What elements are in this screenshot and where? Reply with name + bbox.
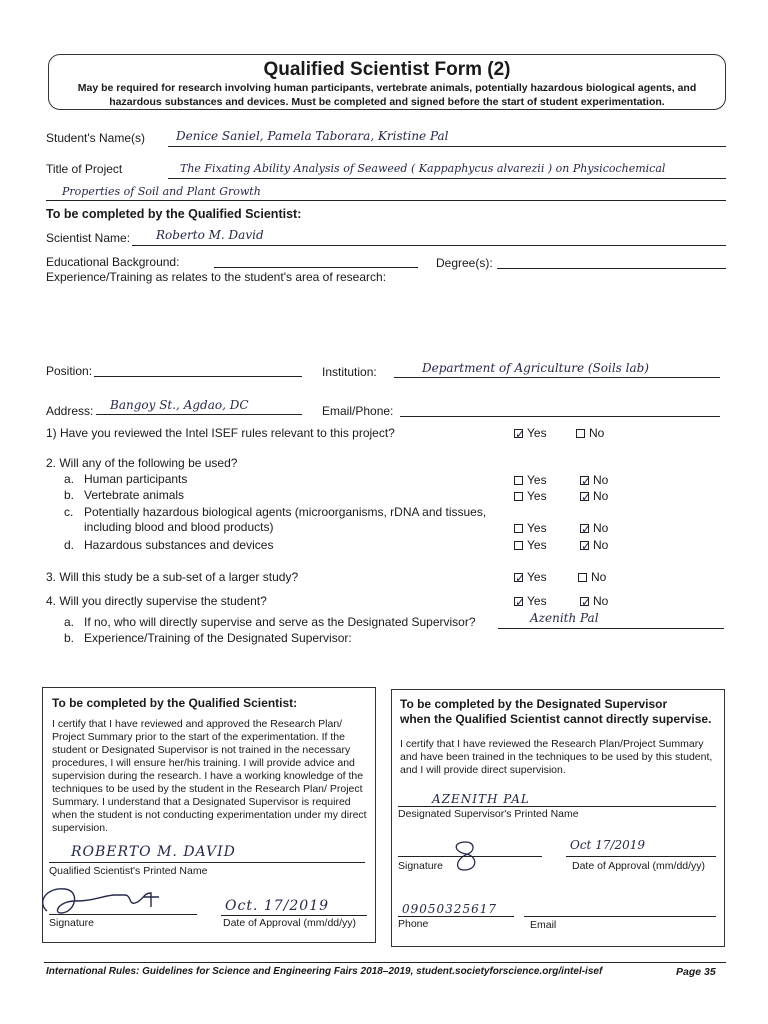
question-3-no-checkbox[interactable]	[578, 573, 587, 582]
qualified-scientist-signature-line	[49, 914, 197, 915]
page-number: Page 35	[676, 966, 716, 978]
question-2b-text: Vertebrate animals	[84, 488, 185, 502]
designated-supervisor-signature-label: Signature	[398, 860, 443, 872]
project-title-value-line1[interactable]: The Fixating Ability Analysis of Seaweed ( Kappaphycus alvarezii ) on Physicochemical	[180, 162, 666, 175]
question-2a-no[interactable]: ✓ No	[581, 473, 609, 489]
right-box-heading-line2: when the Qualified Scientist cannot directly supervise.	[400, 712, 712, 726]
form-subtitle-line1: May be required for research involving human participants, vertebrate animals, potentially hazardous biological agents, and	[77, 82, 697, 94]
designated-supervisor-phone-value[interactable]: 09050325617	[402, 902, 497, 916]
address-line	[96, 414, 302, 415]
question-2b-no[interactable]: ✓ No	[581, 489, 609, 505]
form-title: Qualified Scientist Form (2)	[263, 59, 511, 80]
experience-training-label: Experience/Training as relates to the student's area of research:	[46, 270, 387, 284]
question-2c-no-checkbox[interactable]: ✓	[581, 522, 592, 537]
question-3-text: 3. Will this study be a sub-set of a larger study?	[46, 570, 299, 584]
designated-supervisor-printed-name-value[interactable]: AZENITH PAL	[432, 792, 530, 806]
question-4b-letter: b.	[64, 631, 75, 645]
project-title-line2	[46, 200, 726, 201]
question-2c-text-line2: including blood and blood products)	[84, 520, 274, 534]
designated-supervisor-certification-box	[391, 689, 725, 947]
question-2a-yes-checkbox[interactable]	[514, 476, 523, 485]
address-value[interactable]: Bangoy St., Agdao, DC	[110, 398, 249, 412]
question-1-no-checkbox[interactable]	[576, 429, 585, 438]
designated-supervisor-date-value[interactable]: Oct 17/2019	[570, 838, 646, 852]
designated-supervisor-phone-label: Phone	[398, 918, 429, 930]
footer-rule	[44, 962, 726, 963]
question-2d-text: Hazardous substances and devices	[84, 538, 274, 552]
question-2a-yes[interactable]: Yes	[514, 473, 547, 487]
question-2b-yes[interactable]: Yes	[514, 489, 547, 503]
degrees-label: Degree(s):	[436, 256, 493, 270]
project-title-label: Title of Project	[46, 162, 123, 176]
project-title-line1	[168, 178, 726, 179]
degrees-line	[497, 268, 726, 269]
question-3-yes-checkbox[interactable]: ✓	[515, 571, 526, 586]
institution-value[interactable]: Department of Agriculture (Soils lab)	[422, 361, 649, 375]
scientist-name-value[interactable]: Roberto M. David	[156, 228, 264, 242]
question-1-text: 1) Have you reviewed the Intel ISEF rules relevant to this project?	[46, 426, 395, 440]
question-2c-no[interactable]: ✓ No	[581, 521, 609, 537]
question-1-yes-checkbox[interactable]: ✓	[515, 427, 526, 442]
question-4b-text: Experience/Training of the Designated Supervisor:	[84, 631, 352, 645]
student-names-value[interactable]: Denice Saniel, Pamela Taborara, Kristine Pal	[176, 129, 449, 143]
qualified-scientist-printed-name-line	[49, 862, 365, 863]
designated-supervisor-email-line	[524, 916, 716, 917]
question-1-no[interactable]: No	[576, 426, 604, 440]
question-2d-yes[interactable]: Yes	[514, 538, 547, 552]
question-1-yes[interactable]: ✓ Yes	[515, 426, 547, 442]
question-4a-text: If no, who will directly supervise and serve as the Designated Supervisor?	[84, 615, 476, 629]
qualified-scientist-date-value[interactable]: Oct. 17/2019	[225, 898, 330, 914]
question-4-text: 4. Will you directly supervise the student?	[46, 594, 267, 608]
question-2b-letter: b.	[64, 488, 75, 502]
question-2d-letter: d.	[64, 538, 75, 552]
designated-supervisor-date-label: Date of Approval (mm/dd/yy)	[572, 860, 706, 872]
right-box-heading-line1: To be completed by the Designated Supervisor	[400, 697, 668, 711]
scientist-section-heading: To be completed by the Qualified Scientist:	[46, 207, 302, 221]
question-2a-text: Human participants	[84, 472, 188, 486]
qualified-scientist-certification-box	[42, 687, 376, 943]
right-box-certification-text: I certify that I have reviewed the Research Plan/Project Summary and have been trained in the techniques to be used by this student, and I will provide direct supervision.	[400, 738, 713, 776]
qualified-scientist-printed-name-label: Qualified Scientist's Printed Name	[49, 865, 208, 877]
form-header	[48, 54, 726, 110]
question-2c-letter: c.	[64, 505, 74, 519]
question-2d-no[interactable]: ✓ No	[581, 538, 609, 554]
student-names-line	[168, 146, 726, 147]
educational-background-label: Educational Background:	[46, 255, 180, 269]
designated-supervisor-date-line	[566, 856, 716, 857]
question-2b-no-checkbox[interactable]: ✓	[581, 490, 592, 505]
left-box-heading: To be completed by the Qualified Scientist:	[52, 696, 298, 710]
student-names-label: Student's Name(s)	[46, 131, 145, 145]
form-subtitle-line2: hazardous substances and devices. Must be completed and signed before the start of student experimentation.	[109, 96, 665, 108]
question-4-no-checkbox[interactable]: ✓	[581, 595, 592, 610]
designated-supervisor-signature-line	[398, 856, 542, 857]
qualified-scientist-date-label: Date of Approval (mm/dd/yy)	[223, 917, 357, 929]
designated-supervisor-phone-line	[398, 916, 514, 917]
question-2a-no-checkbox[interactable]: ✓	[581, 474, 592, 489]
designated-supervisor-printed-name-line	[398, 806, 716, 807]
question-2a-letter: a.	[64, 472, 75, 486]
question-2d-no-checkbox[interactable]: ✓	[581, 539, 592, 554]
position-line	[94, 376, 302, 377]
designated-supervisor-printed-name-label: Designated Supervisor's Printed Name	[398, 808, 579, 820]
question-3-no[interactable]: No	[578, 570, 606, 584]
address-label: Address:	[46, 404, 94, 418]
scientist-name-line	[132, 245, 726, 246]
question-4-yes[interactable]: ✓ Yes	[515, 594, 547, 610]
question-2b-yes-checkbox[interactable]	[514, 492, 523, 501]
scientist-name-label: Scientist Name:	[46, 231, 131, 245]
question-2c-yes[interactable]: Yes	[514, 521, 547, 535]
qualified-scientist-signature-label: Signature	[49, 917, 94, 929]
project-title-value-line2[interactable]: Properties of Soil and Plant Growth	[62, 185, 261, 198]
institution-label: Institution:	[322, 365, 377, 379]
question-3-yes[interactable]: ✓ Yes	[515, 570, 547, 586]
position-label: Position:	[46, 364, 93, 378]
qualified-scientist-printed-name-value[interactable]: ROBERTO M. DAVID	[71, 844, 236, 860]
designated-supervisor-email-label: Email	[530, 919, 557, 931]
question-2d-yes-checkbox[interactable]	[514, 541, 523, 550]
email-phone-line	[400, 416, 720, 417]
question-2-text: 2. Will any of the following be used?	[46, 456, 238, 470]
left-box-certification-text: I certify that I have reviewed and approved the Research Plan/ Project Summary prior to the start of the experimentation. If the student or Designated Supervisor is not trained in the necessary procedures, I will ensure her/his training. I will provide advice and supervision during the research. I have a working knowledge of the techniques to be used by the student in the Research Plan/ Project Summary. I understand that a Designated Supervisor is required when the student is not conducting experimentation under my direct supervision.	[52, 718, 367, 834]
designated-supervisor-value[interactable]: Azenith Pal	[530, 611, 599, 625]
question-4a-letter: a.	[64, 615, 75, 629]
qualified-scientist-date-line	[221, 915, 367, 916]
email-phone-label: Email/Phone:	[322, 404, 394, 418]
question-4-yes-checkbox[interactable]: ✓	[515, 595, 526, 610]
institution-line	[394, 377, 720, 378]
question-4-no[interactable]: ✓ No	[581, 594, 609, 610]
educational-background-line	[214, 267, 418, 268]
footer-text: International Rules: Guidelines for Science and Engineering Fairs 2018–2019, student.societyforscience.org/intel-isef	[46, 966, 603, 977]
question-2c-text: Potentially hazardous biological agents (microorganisms, rDNA and tissues,	[84, 505, 487, 519]
question-2c-yes-checkbox[interactable]	[514, 524, 523, 533]
designated-supervisor-line	[498, 628, 724, 629]
